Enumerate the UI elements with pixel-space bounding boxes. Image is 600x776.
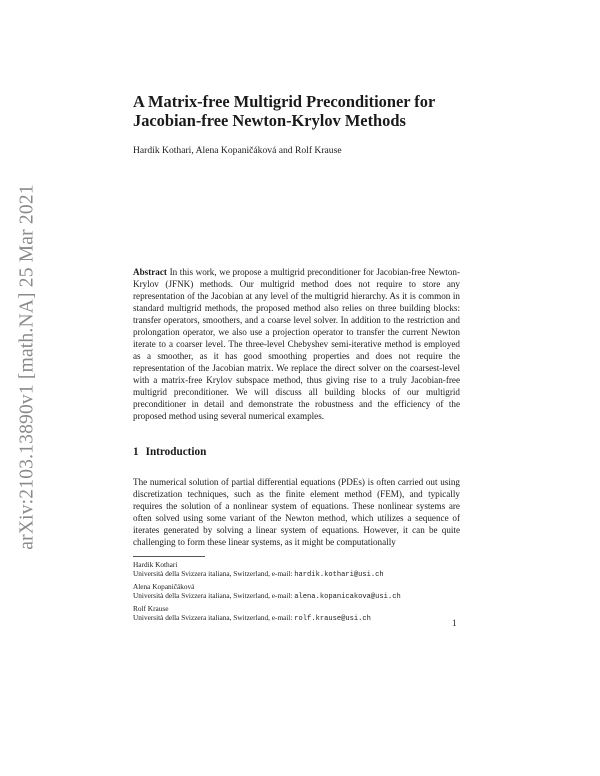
footnote-affiliation-text: Università della Svizzera italiana, Switzerland, e-mail: xyxy=(133,569,295,579)
paper-title xyxy=(133,92,473,130)
footnote-name: Hardik Kothari xyxy=(133,560,178,569)
footnote-affiliation xyxy=(133,591,463,602)
footnote-divider xyxy=(133,556,205,557)
introduction-paragraph: The numerical solution of partial differential equations (PDEs) is often carried out using discretization techniques, such as the finite element method (FEM), and typically requires the solution of a nonlinear system of equations. These nonlinear systems are often solved using some variant of the Newton method, which utilizes a sequence of iterates generated by solving a linear system of equations. However, it can be quite challenging to form these linear systems, as it might be computationally xyxy=(133,477,460,547)
arxiv-identifier xyxy=(4,173,52,560)
page-number: 1 xyxy=(452,618,457,628)
footnote-author-1 xyxy=(133,560,463,581)
abstract-label: Abstract xyxy=(133,267,167,277)
footnote-affiliation xyxy=(133,613,463,624)
abstract xyxy=(133,266,460,422)
footnote-name: Rolf Krause xyxy=(133,604,169,613)
footnote-name: Alena Kopaničáková xyxy=(133,582,195,591)
author-list: Hardik Kothari, Alena Kopaničáková and Rolf Krause xyxy=(133,145,342,156)
section-title: Introduction xyxy=(145,446,207,458)
footnote-email: alena.kopanicakova@usi.ch xyxy=(294,593,401,602)
footnote-author-2 xyxy=(133,582,463,603)
section-heading xyxy=(133,446,206,458)
footnote-author-3 xyxy=(133,604,463,625)
footnote-email: hardik.kothari@usi.ch xyxy=(294,571,384,580)
section-number: 1 xyxy=(133,446,139,458)
arxiv-identifier-text: arXiv:2103.13890v1 [math.NA] 25 Mar 2021 xyxy=(17,183,39,550)
abstract-text: In this work, we propose a multigrid preconditioner for Jacobian-free Newton-Krylov (JFNK) methods. Our multigrid method does not require to store any representation of the Jacobian at any level of the multigrid hierarchy. As it is common in standard multigrid methods, the proposed method also relies on three building blocks: transfer operators, smoothers, and a coarse level solver. In addition to the restriction and prolongation operator, we also use a projection operator to transfer the current Newton iterate to a coarser level. The three-level Chebyshev semi-iterative method is employed as a smoother, as it has good smoothing properties and does not require the representation of the Jacobian matrix. We replace the direct solver on the coarsest-level with a matrix-free Krylov subspace method, thus giving rise to a truly Jacobian-free multigrid preconditioner. We will discuss all building blocks of our multigrid preconditioner in detail and demonstrate the robustness and the efficiency of the proposed method using several numerical examples. xyxy=(133,267,460,421)
paper-title-line-2: Jacobian-free Newton-Krylov Methods xyxy=(133,111,406,130)
paper-title-line-1: A Matrix-free Multigrid Preconditioner for xyxy=(133,92,436,111)
footnote-affiliation-text: Università della Svizzera italiana, Switzerland, e-mail: xyxy=(133,591,295,601)
footnote-affiliation-text: Università della Svizzera italiana, Switzerland, e-mail: xyxy=(133,613,295,623)
footnote-affiliation xyxy=(133,569,463,580)
footnote-email: rolf.krause@usi.ch xyxy=(294,615,371,624)
